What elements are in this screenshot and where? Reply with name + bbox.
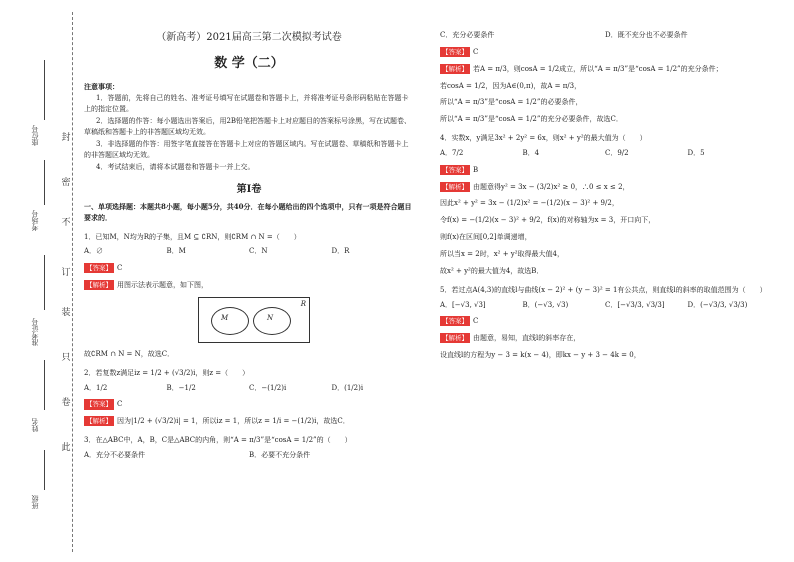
option: D．(−√3/3, √3/3) [687, 300, 748, 309]
seal-char: 此 [60, 440, 72, 453]
explain-text: 因为|1/2 + (√3/2)i| = 1，所以iz = 1，所以z = 1/i = −(1/2)i，故选C． [117, 417, 350, 426]
note-item: 1．答题前，先将自己的姓名、准考证号填写在试题卷和答题卡上，并将准考证号条形码粘贴在答题卡上的指定位置。 [84, 94, 409, 114]
answer-value: C [117, 400, 123, 409]
option: A．∅ [84, 247, 104, 256]
answer-line [440, 165, 770, 176]
set-n-label: N [267, 313, 274, 322]
option: C．[−√3/3, √3/3] [605, 300, 665, 309]
question-3: 3．在△ABC中，A，B，C是△ABC的内角，则“A = π/3”是“cosA = 1/2”的（ ） [84, 436, 352, 445]
question-5-options [440, 300, 770, 311]
explain-tag: 【解析】 [86, 281, 112, 290]
field-line [44, 360, 45, 410]
option: C．N [249, 247, 268, 256]
explain-line [84, 280, 414, 291]
option: A．充分不必要条件 [84, 451, 146, 460]
set-m-label: M [221, 313, 229, 322]
explain-text: 若A = π/3，则cosA = 1/2成立，所以“A = π/3”是“cosA = 1/2”的充分条件； [473, 64, 723, 73]
option: C．9/2 [605, 148, 629, 157]
notes-title: 注意事项： [84, 81, 119, 91]
answer-line [440, 316, 770, 327]
answer-value: C [117, 264, 123, 273]
exam-subtitle: 数 学（二） [214, 55, 284, 71]
field-line [44, 160, 45, 205]
explain-text: 所以“A = π/3”是“cosA = 1/2”的必要条件， [440, 98, 583, 107]
venn-diagram [198, 297, 310, 343]
explain-text: 则f(x)在区间[0,2]单调递增， [440, 233, 532, 242]
option: B．M [166, 247, 186, 256]
note-item: 2．选择题的作答：每小题选出答案后，用2B铅笔把答题卡上对应题目的答案标号涂黑，写在试题卷、草稿纸和答题卡上的非答题区域均无效。 [84, 117, 412, 137]
explain-text: 令f(x) = −(1/2)(x − 3)² + 9/2，f(x)的对称轴为x = 3，开口向下， [440, 216, 656, 225]
answer-tag: 【答案】 [442, 47, 468, 56]
question-4: 4．实数x，y满足3x² + 2y² = 6x，则x² + y²的最大值为（ ） [440, 134, 647, 143]
option: A．[−√3, √3] [440, 300, 486, 309]
explain-tag: 【解析】 [442, 64, 468, 73]
field-line [44, 60, 45, 120]
field-line [44, 450, 45, 490]
answer-tag: 【答案】 [86, 400, 112, 409]
option: B．必要不充分条件 [249, 451, 311, 460]
field-line [44, 255, 45, 310]
seal-char: 卷 [60, 395, 72, 408]
question-4-options [440, 148, 770, 159]
class-field: 班级 [31, 495, 39, 509]
seal-char: 封 [60, 130, 72, 143]
answer-line [440, 47, 770, 58]
answer-value: B [473, 165, 479, 174]
option: C．−(1/2)i [249, 383, 287, 392]
answer-tag: 【答案】 [442, 165, 468, 174]
seat-number-field: 座位号 [31, 125, 39, 146]
answer-tag: 【答案】 [86, 264, 112, 273]
explain-conclusion: 故∁RM ∩ N = N，故选C． [84, 349, 175, 358]
option: B．(−√3, √3) [522, 300, 569, 309]
question-1-options [84, 246, 414, 257]
exam-room-field: 考场号 [31, 210, 39, 231]
exam-title: （新高考）2021届高三第二次模拟考试卷 [156, 32, 342, 43]
binding-strip [0, 0, 82, 562]
answer-value: C [473, 47, 479, 56]
ticket-number-field: 准考证号 [31, 318, 39, 346]
explain-line [440, 64, 770, 75]
option: C．充分必要条件 [440, 31, 495, 39]
explain-tag: 【解析】 [86, 417, 112, 426]
answer-tag: 【答案】 [442, 317, 468, 326]
option: D．既不充分也不必要条件 [605, 31, 688, 39]
answer-value: C [473, 317, 479, 326]
answer-line [84, 263, 414, 274]
option: B．4 [522, 148, 540, 157]
section-title: 第Ⅰ卷 [236, 184, 262, 196]
explain-line [440, 333, 770, 344]
explain-text: 若cosA = 1/2，因为A∈(0,π)，故A = π/3， [440, 81, 582, 90]
explain-text: 设直线l的方程为y − 3 = k(x − 4)，即kx − y + 3 − 4k = 0， [440, 351, 641, 360]
explain-tag: 【解析】 [442, 182, 468, 191]
seal-char: 订 [60, 265, 72, 278]
question-5: 5．若过点A(4,3)的直线l与曲线(x − 2)² + (y − 3)² = 1有公共点，则直线l的斜率的取值范围为（ ） [440, 285, 767, 294]
question-2-options [84, 383, 414, 394]
question-1: 1．已知M，N均为R的子集，且M ⊆ ∁RN，则∁RM ∩ N =（ ） [84, 232, 301, 241]
seal-char: 只 [60, 350, 72, 363]
seal-char: 装 [60, 305, 72, 318]
seal-line [72, 12, 73, 552]
name-field: 姓名 [31, 418, 39, 432]
option: D．(1/2)i [331, 383, 364, 392]
explain-tag: 【解析】 [442, 334, 468, 343]
explain-line [440, 182, 770, 193]
seal-char: 密 [60, 175, 72, 188]
explain-line [84, 416, 414, 427]
question-3-options-ab [84, 450, 414, 461]
explain-text: 用图示法表示题意，如下图， [117, 281, 208, 290]
explain-text: 由题意得y² = 3x − (3/2)x² ≥ 0，∴0 ≤ x ≤ 2， [473, 182, 630, 191]
set-m-ellipse [211, 307, 249, 335]
seal-char: 不 [60, 215, 72, 228]
universe-label: R [300, 299, 306, 308]
left-column [84, 30, 414, 465]
explain-text: 因此x² + y² = 3x − (1/2)x² = −(1/2)(x − 3)² + 9/2， [440, 199, 619, 208]
note-item: 3．非选择题的作答：用签字笔直接答在答题卡上对应的答题区域内。写在试题卷、草稿纸和答题卡上的非答题区域均无效。 [84, 139, 409, 159]
note-item: 4．考试结束后，请将本试题卷和答题卡一并上交。 [96, 162, 255, 171]
answer-line [84, 399, 414, 410]
option: B．−1/2 [166, 383, 196, 392]
explain-text: 所以“A = π/3”是“cosA = 1/2”的充分必要条件，故选C． [440, 115, 623, 124]
option: D．5 [687, 148, 705, 157]
explain-text: 由题意，易知，直线l的斜率存在， [473, 334, 581, 343]
explain-text: 所以当x = 2时，x² + y²取得最大值4， [440, 249, 565, 258]
question-3-options-cd [440, 30, 770, 41]
explain-text: 故x² + y²的最大值为4，故选B． [440, 266, 544, 275]
option: A．1/2 [84, 383, 108, 392]
question-2: 2．若复数z满足iz = 1/2 + (√3/2)i，则z =（ ） [84, 368, 250, 377]
section-instructions: 一、单项选择题：本题共8小题，每小题5分，共40分．在每小题给出的四个选项中，只有一项是符合题目要求的． [84, 201, 412, 222]
option: A．7/2 [440, 148, 464, 157]
option: D．R [331, 247, 350, 256]
right-column [440, 30, 770, 367]
